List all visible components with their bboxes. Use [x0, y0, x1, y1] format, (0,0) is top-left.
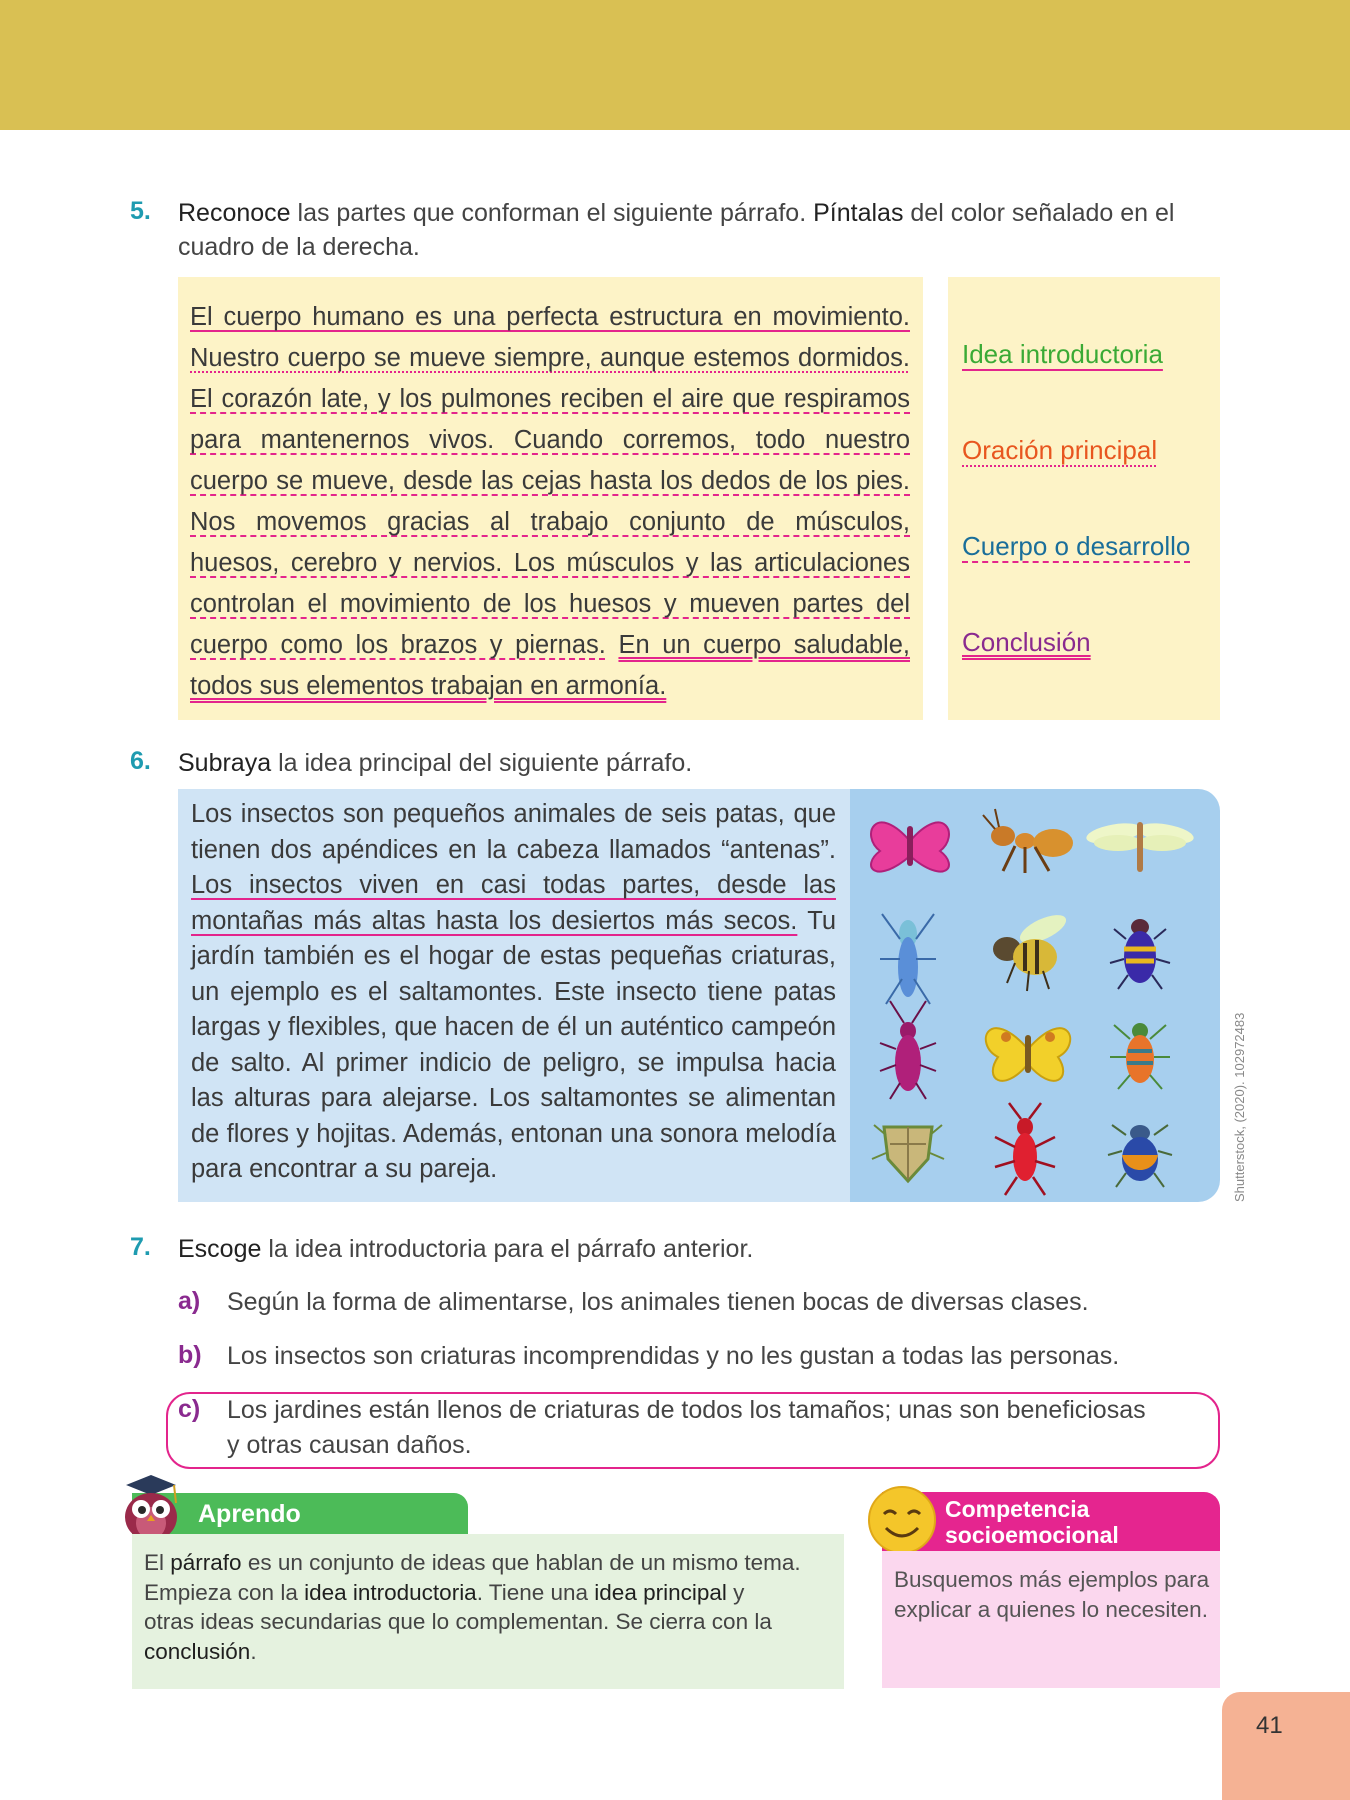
underlined-main-idea: Los insectos viven en casi todas partes, desde las montañas más altas hasta los desiertos más secos.	[191, 871, 836, 935]
aprendo-text-part: otras ideas secundarias que lo complementan. Se cierra con la	[144, 1609, 772, 1634]
instruction-text: la idea principal del siguiente párrafo.	[271, 749, 693, 777]
longhorn-beetle-icon	[880, 1001, 936, 1099]
insects-illustration	[850, 789, 1220, 1202]
page-number: 41	[1256, 1712, 1283, 1739]
aprendo-box	[132, 1534, 844, 1689]
owl-icon	[118, 1473, 184, 1543]
shield-bug-icon	[872, 1125, 944, 1181]
key-intro: Idea introductoria	[962, 339, 1163, 369]
exercise-7-number: 7.	[130, 1233, 151, 1261]
option-c-text-line1[interactable]: Los jardines están llenos de criaturas de todos los tamaños; unas son beneficiosas	[227, 1396, 1146, 1424]
competencia-title-line2: socioemocional	[945, 1522, 1119, 1548]
body-sentences: El corazón late, y los pulmones reciben el aire que respiramos para mantenernos vivos. Cuando corremos, todo nuestro cuerpo se mueve, desde las cejas hasta los dedos de los pies. Nos movemos gracias al trabajo conjunto de músculos, huesos, cerebro y nervios. Los músculos y las articulaciones controlan el movimiento de los huesos y mueven partes del cuerpo como los brazos y piernas.	[190, 385, 910, 659]
main-sentence: Nuestro cuerpo se mueve siempre, aunque estemos dormidos.	[190, 344, 910, 372]
exercise-7-instruction	[178, 1232, 753, 1266]
red-bug-icon	[995, 1103, 1055, 1195]
smiley-icon	[866, 1484, 938, 1556]
aprendo-text-part: . Tiene una	[476, 1579, 595, 1605]
page-number-tab	[1222, 1692, 1350, 1800]
aprendo-keyword: idea principal	[594, 1579, 727, 1605]
exercise-5-number: 5.	[130, 197, 151, 225]
aprendo-keyword: idea introductoria	[304, 1579, 477, 1605]
conclusion-sentence: En un cuerpo saludable, todos sus elementos trabajan en armonía.	[190, 631, 910, 700]
instruction-verb: Reconoce	[178, 199, 291, 227]
instruction-text: la idea introductoria para el párrafo anterior.	[261, 1235, 754, 1263]
exercise-5-instruction-line2: cuadro de la derecha.	[178, 233, 420, 261]
competencia-text: Busquemos más ejemplos para explicar a quienes lo necesiten.	[894, 1567, 1210, 1622]
key-conclusion: Conclusión	[962, 627, 1091, 657]
paragraph-start: Los insectos son pequeños animales de seis patas, que tienen dos apéndices en la cabeza llamados “antenas”.	[191, 800, 836, 864]
paragraph-rest: Tu jardín también es el hogar de estas pequeñas criaturas, un ejemplo es el saltamontes. Este insecto tiene patas largas y flexibles, que hacen de él un auténtico campeón de salto. Al primer indicio de peligro, se impulsa hacia las alturas para alejarse. Los saltamontes se alimentan de flores y hojitas. Además, entonan una sonora melodía para encontrar a su pareja.	[191, 906, 836, 1183]
exercise-6-instruction	[178, 746, 692, 780]
exercise-6-paragraph-box	[178, 789, 850, 1202]
tiger-beetle-icon	[1110, 1023, 1170, 1089]
header-band	[0, 0, 1350, 130]
aprendo-text-part: y	[726, 1579, 745, 1605]
instruction-text: las partes que conforman el siguiente párrafo.	[290, 199, 814, 227]
aprendo-keyword: párrafo	[170, 1550, 242, 1575]
exercise-6-paragraph	[191, 797, 836, 1188]
exercise-5-paragraph-box	[178, 277, 923, 720]
aprendo-text-part: Empieza con la	[144, 1579, 305, 1605]
scarab-icon	[1108, 1125, 1172, 1187]
dragonfly-icon	[1085, 820, 1195, 872]
aprendo-keyword: conclusión	[144, 1638, 251, 1664]
option-a-text[interactable]: Según la forma de alimentarse, los animales tienen bocas de diversas clases.	[227, 1288, 1089, 1316]
option-b-letter: b)	[178, 1341, 202, 1369]
competencia-title	[945, 1496, 1119, 1548]
stick-insect-icon	[880, 914, 936, 1004]
aprendo-title: Aprendo	[198, 1500, 301, 1528]
exercise-5-instruction	[178, 196, 1228, 230]
image-credit: Shutterstock, (2020). 102972483	[1232, 1012, 1247, 1202]
ant-icon	[983, 809, 1073, 873]
butterfly-icon	[871, 822, 949, 871]
option-c-text-line2[interactable]: y otras causan daños.	[227, 1431, 472, 1459]
instruction-verb: Escoge	[178, 1235, 262, 1263]
instruction-verb: Subraya	[178, 749, 272, 777]
option-b-text[interactable]: Los insectos son criaturas incomprendidas y no les gustan a todas las personas.	[227, 1342, 1120, 1370]
key-body: Cuerpo o desarrollo	[962, 531, 1191, 561]
intro-sentence: El cuerpo humano es una perfecta estructura en movimiento.	[190, 303, 910, 331]
option-c-letter: c)	[178, 1395, 201, 1423]
color-key-box	[948, 277, 1220, 720]
option-a-letter: a)	[178, 1287, 201, 1315]
competencia-title-line1: Competencia	[945, 1496, 1090, 1522]
aprendo-text-part: .	[250, 1638, 257, 1664]
aprendo-text-part: El	[144, 1550, 171, 1575]
yellow-butterfly-icon	[986, 1028, 1070, 1081]
competencia-box	[882, 1551, 1220, 1688]
aprendo-text-part: es un conjunto de ideas que hablan de un mismo tema.	[241, 1550, 801, 1575]
exercise-6-number: 6.	[130, 747, 151, 775]
bee-icon	[993, 909, 1070, 991]
aprendo-text	[144, 1548, 834, 1666]
key-main: Oración principal	[962, 435, 1158, 465]
exercise-5-paragraph	[190, 297, 910, 707]
instruction-text: del color señalado en el	[903, 199, 1175, 227]
instruction-verb: Píntalas	[813, 199, 904, 227]
beetle-icon	[1110, 919, 1170, 989]
